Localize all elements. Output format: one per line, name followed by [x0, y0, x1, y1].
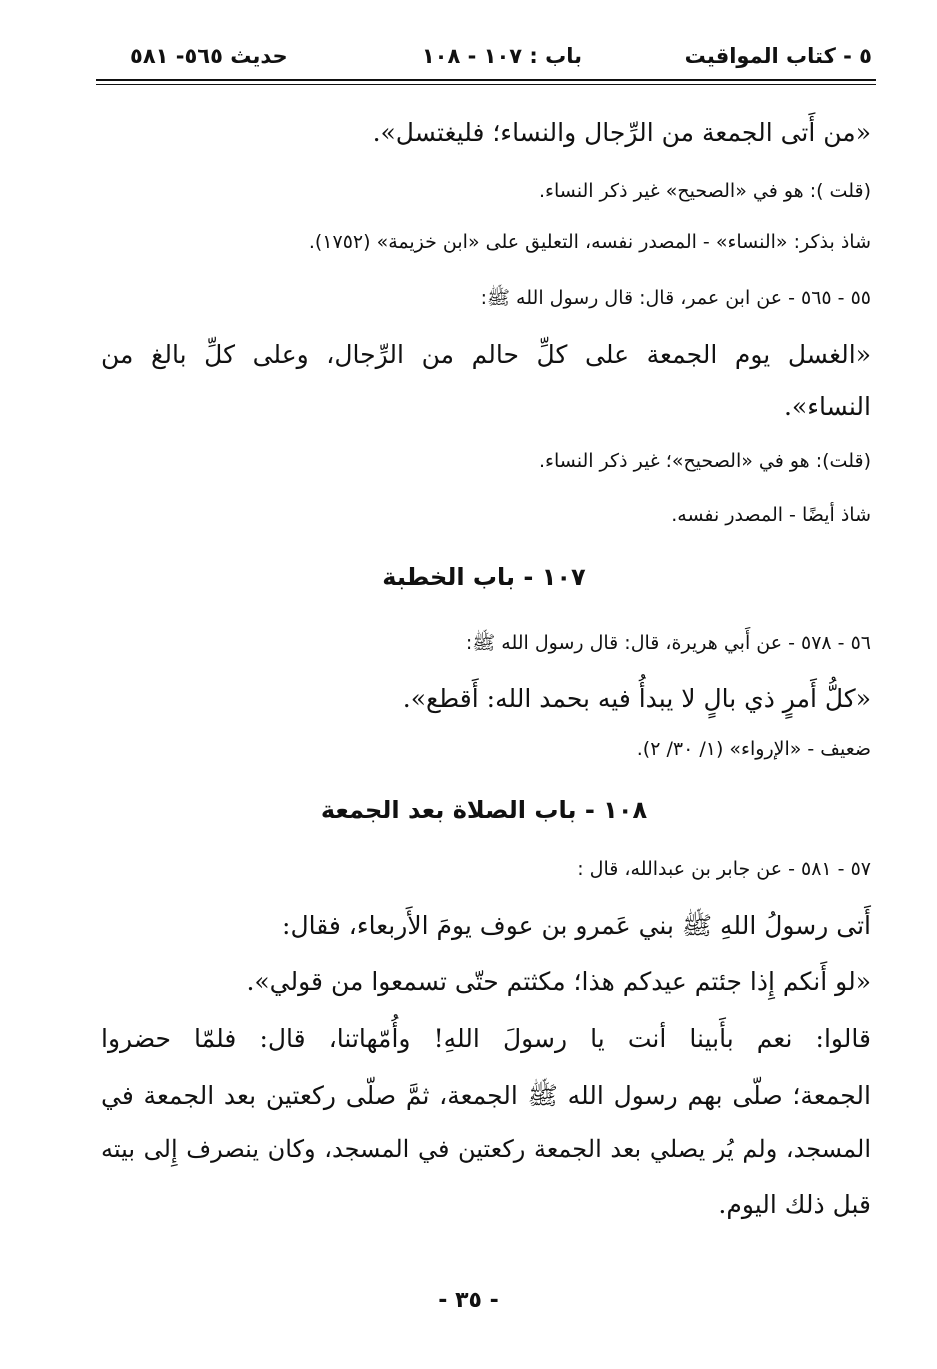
note-line: (قلت): هو في «الصحيح»؛ غير ذكر النساء.: [539, 450, 871, 472]
hadith-number-line: ٥٦ - ٥٧٨ - عن أَبي هريرة، قال: قال رسول الله ﷺ:: [465, 632, 871, 654]
text-line: قالوا: نعم بأَبينا أنت يا رسولَ اللهِ! وأُمّهاتنا، قال: فلمّا حضروا: [101, 1024, 871, 1053]
note-line: (قلت ): هو في «الصحيح» غير ذكر النساء.: [539, 180, 871, 202]
text-line: قبل ذلك اليوم.: [718, 1190, 871, 1219]
hadith-number-line: ٥٥ - ٥٦٥ - عن ابن عمر، قال: قال رسول الله ﷺ:: [480, 287, 871, 309]
page-number: - ٣٥ -: [438, 1288, 499, 1313]
grading-line: شاذ أيضًا - المصدر نفسه.: [671, 504, 871, 526]
header-hadith-range: حديث ٥٦٥- ٥٨١: [130, 44, 288, 68]
grading-line: ضعيف - «الإرواء» (١/ ٣٠/ ٢).: [636, 738, 871, 760]
header-rule-thin: [96, 84, 876, 85]
text-line: «من أَتى الجمعة من الرِّجال والنساء؛ فليغتسل».: [372, 118, 871, 147]
text-line: المسجد، ولم يُر يصلي بعد الجمعة ركعتين في المسجد، وكان ينصرف إِلى بيته: [101, 1135, 871, 1163]
grading-line: شاذ بذكر: «النساء» - المصدر نفسه، التعليق على «ابن خزيمة» (١٧٥٢).: [308, 231, 871, 253]
section-heading-107: ١٠٧ - باب الخطبة: [382, 563, 586, 591]
text-line: «لو أَنكم إِذا جئتم عيدكم هذا؛ مكثتم حتّى تسمعوا من قولي».: [246, 967, 871, 996]
header-book-title: ٥ - كتاب المواقيت: [684, 44, 872, 68]
hadith-number-line: ٥٧ - ٥٨١ - عن جابر بن عبدالله، قال :: [577, 858, 871, 880]
page-header: [96, 40, 872, 76]
header-chapter: باب : ١٠٧ - ١٠٨: [421, 44, 582, 68]
text-line: «كلُّ أَمرٍ ذي بالٍ لا يبدأُ فيه بحمد الله: أَقطع».: [402, 684, 871, 713]
text-line: النساء».: [783, 392, 871, 421]
section-heading-108: ١٠٨ - باب الصلاة بعد الجمعة: [320, 796, 648, 824]
text-line: الجمعة؛ صلّى بهم رسول الله ﷺ الجمعة، ثمَّ صلّى ركعتين بعد الجمعة في: [101, 1081, 871, 1110]
header-rule: [96, 79, 876, 81]
text-line: «الغسل يوم الجمعة على كلِّ حالم من الرِّجال، وعلى كلِّ بالغ من: [101, 340, 872, 369]
text-line: أَتى رسولُ اللهِ ﷺ بني عَمرو بن عوف يومَ الأَربعاء، فقال:: [282, 911, 871, 940]
